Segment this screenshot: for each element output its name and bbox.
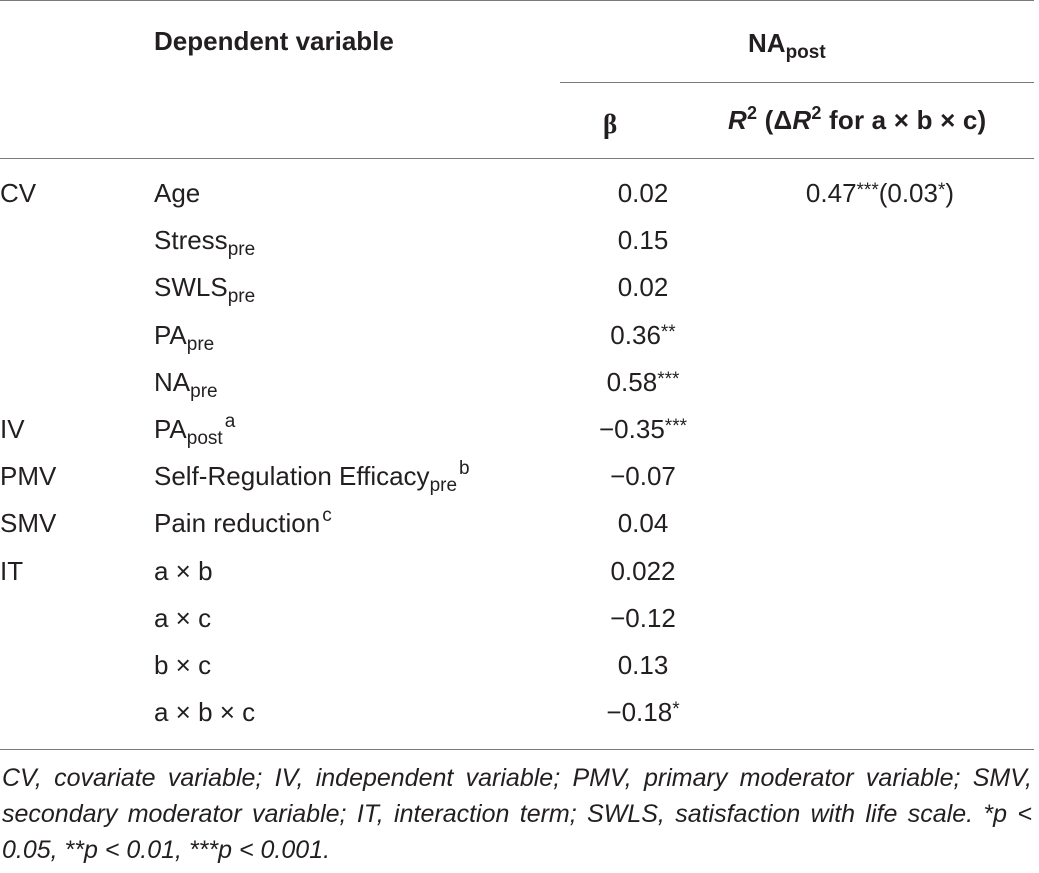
variable-subscript: pre: [186, 333, 215, 355]
beta-value: 0.15: [617, 225, 669, 256]
row-variable: [154, 170, 558, 217]
variable-name: Age: [154, 178, 201, 209]
table-row: [0, 359, 1032, 406]
beta-value-wrap: [618, 650, 669, 681]
row-variable: [154, 406, 558, 453]
delta-r2-close: ): [945, 178, 955, 209]
variable-name: b × c: [154, 649, 212, 680]
variable-subscript: pre: [227, 239, 256, 261]
row-group: [0, 359, 154, 406]
row-r2: [728, 453, 1032, 500]
variable-name: a × c: [154, 602, 212, 633]
row-beta: [558, 689, 728, 736]
beta-value: 0.04: [617, 508, 669, 539]
beta-value-wrap: [618, 225, 669, 256]
row-r2: [728, 500, 1032, 547]
row-r2: [728, 170, 1032, 217]
row-beta: [558, 312, 728, 359]
row-r2: [728, 264, 1032, 311]
beta-value: −0.12: [610, 602, 676, 633]
table-row: [0, 217, 1032, 264]
delta-r2-value: (0.03: [878, 178, 938, 209]
header-r2-open: (Δ: [757, 105, 793, 135]
table-row: [0, 312, 1032, 359]
table-body: [0, 170, 1032, 736]
header-outcome-sub: post: [785, 42, 826, 63]
variable-name: a × b: [154, 555, 213, 586]
beta-value: −0.18: [606, 697, 673, 728]
row-group: IV: [0, 414, 25, 445]
row-group: [0, 312, 154, 359]
row-variable: [154, 359, 558, 406]
row-group: CV: [0, 178, 37, 209]
row-r2: [728, 689, 1032, 736]
header-r2-delta-main: R: [792, 105, 812, 135]
header-r2-main: R: [728, 105, 747, 135]
variable-subscript: pre: [190, 380, 218, 402]
header-r2-delta-sup: 2: [811, 103, 822, 123]
r2-value-wrap: 0.47***(0.03*): [805, 178, 955, 209]
table-row: [0, 689, 1032, 736]
table-row: [0, 500, 1032, 547]
variable-name: SWLS: [154, 272, 228, 303]
variable-footnote-mark: a: [224, 411, 236, 433]
row-r2: [728, 312, 1032, 359]
row-variable: [154, 264, 558, 311]
variable-footnote-mark: b: [459, 458, 470, 480]
row-variable: [154, 548, 558, 595]
row-variable: [154, 312, 558, 359]
row-r2: [728, 359, 1032, 406]
header-r2: [728, 105, 986, 135]
variable-name: PA: [154, 414, 187, 445]
header-beta: β: [603, 109, 618, 139]
beta-value-wrap: [618, 178, 669, 209]
beta-value-wrap: [610, 603, 676, 634]
row-r2: [728, 642, 1032, 689]
table-row: [0, 264, 1032, 311]
row-variable: [154, 453, 558, 500]
variable-footnote-mark: c: [322, 505, 332, 527]
table-bottom-rule: [0, 749, 1034, 750]
r2-value: 0.47: [805, 178, 857, 209]
beta-value-wrap: 0.58***: [606, 366, 680, 397]
header-bottom-rule: [0, 158, 1034, 159]
beta-value: −0.35: [599, 414, 665, 445]
row-beta: [558, 548, 728, 595]
table-row: [0, 548, 1032, 595]
variable-name: Pain reduction: [154, 508, 321, 539]
header-sub-rule: [560, 82, 1034, 83]
row-r2: [728, 406, 1032, 453]
variable-name: Stress: [154, 225, 228, 256]
beta-value: 0.36: [610, 319, 661, 350]
variable-name: a × b × c: [154, 697, 256, 728]
beta-value: −0.07: [610, 461, 676, 492]
row-beta: [558, 595, 728, 642]
beta-value: 0.02: [617, 178, 669, 209]
variable-name: Self-Regulation Efficacy: [154, 461, 430, 492]
variable-subscript: pre: [429, 475, 458, 497]
row-variable: [154, 642, 558, 689]
beta-value-wrap: [618, 272, 669, 303]
variable-name: PA: [154, 319, 187, 350]
row-r2: [728, 548, 1032, 595]
beta-value-wrap: [618, 508, 669, 539]
table-row: [0, 595, 1032, 642]
beta-value-wrap: [610, 556, 675, 587]
beta-value-wrap: −0.18*: [606, 697, 680, 728]
row-beta: [558, 217, 728, 264]
row-variable: [154, 689, 558, 736]
row-beta: [558, 359, 728, 406]
table-row: [0, 453, 1032, 500]
row-group: [0, 689, 154, 736]
row-r2: [728, 217, 1032, 264]
row-beta: [558, 264, 728, 311]
beta-value: 0.02: [617, 272, 669, 303]
beta-value-wrap: −0.35***: [599, 414, 687, 445]
beta-value: 0.022: [610, 555, 676, 586]
row-r2: [728, 595, 1032, 642]
table-row: [0, 406, 1032, 453]
header-outcome-main: NA: [748, 28, 786, 58]
row-group: SMV: [0, 508, 57, 539]
header-r2-rest: for a × b × c): [821, 105, 987, 135]
variable-subscript: post: [186, 428, 223, 450]
variable-subscript: pre: [227, 286, 256, 308]
row-beta: [558, 170, 728, 217]
beta-value-wrap: 0.36**: [610, 319, 676, 350]
row-variable: [154, 595, 558, 642]
row-beta: [558, 500, 728, 547]
table-footnote: CV, covariate variable; IV, independent variable; PMV, primary moderator variable; SMV, secondary moderator variable; IT, interaction term; SWLS, satisfaction with life scale. *p < 0.05, **p < 0.01, ***p < 0.001.: [2, 764, 1032, 864]
table-row: [0, 170, 1032, 217]
row-beta: [558, 642, 728, 689]
table-row: [0, 642, 1032, 689]
row-group: IT: [0, 555, 24, 586]
row-group: [0, 595, 154, 642]
beta-value: 0.13: [617, 649, 669, 680]
row-variable: [154, 500, 558, 547]
row-beta: [558, 406, 728, 453]
table-top-rule: [0, 0, 1034, 1]
beta-value: 0.58: [606, 366, 658, 397]
row-group: [0, 264, 154, 311]
header-outcome: [748, 28, 826, 63]
row-group: PMV: [0, 461, 57, 492]
row-group: [0, 642, 154, 689]
row-beta: [558, 453, 728, 500]
header-dependent-variable: Dependent variable: [154, 26, 394, 56]
variable-name: NA: [154, 366, 191, 397]
row-variable: [154, 217, 558, 264]
beta-value-wrap: [610, 461, 676, 492]
header-r2-sup: 2: [746, 103, 758, 123]
row-group: [0, 217, 154, 264]
